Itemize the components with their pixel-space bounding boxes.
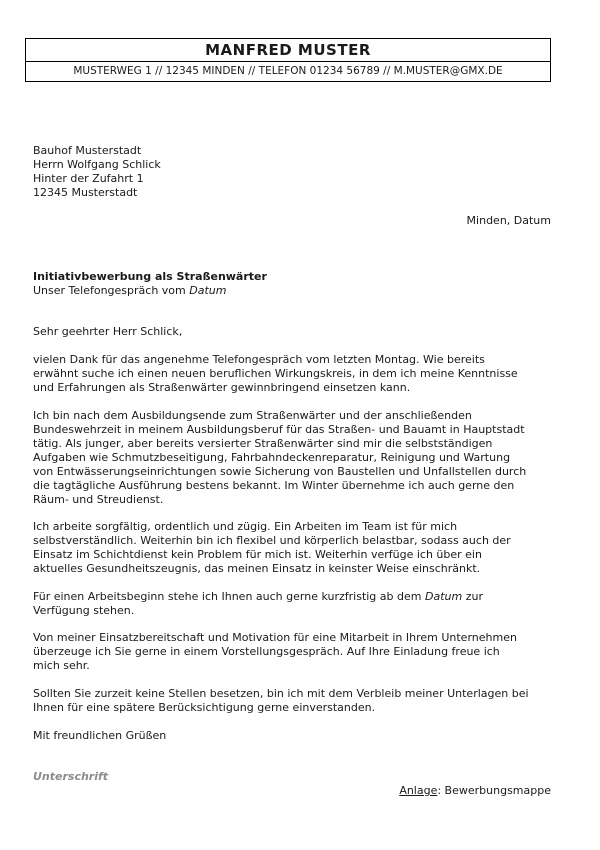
sender-name: MANFRED MUSTER <box>26 39 550 62</box>
text-line: Ihnen für eine spätere Berücksichtigung gerne einverstanden. <box>33 701 376 714</box>
text-line: Einsatz im Schichtdienst kein Problem für mich ist. Weiterhin verfüge ich über ein <box>33 548 482 561</box>
start-date: Datum <box>424 590 463 603</box>
recipient-line: Bauhof Musterstadt <box>33 144 142 157</box>
paragraph-6 <box>33 687 553 715</box>
text-line: überzeuge ich Sie gerne in einem Vorstellungsgespräch. Auf Ihre Einladung freue ich <box>33 645 500 658</box>
letterhead <box>25 38 551 82</box>
enclosure-text: : Bewerbungsmappe <box>437 784 551 797</box>
paragraph-4 <box>33 590 553 618</box>
text-line: tätig. Als junger, aber bereits versierter Straßenwärter sind mir die selbstständigen <box>33 437 493 450</box>
text-line: die tagtägliche Ausführung bestens bekannt. Im Winter übernehme ich auch gerne den <box>33 479 515 492</box>
text-line: Ich bin nach dem Ausbildungsende zum Straßenwärter und der anschließenden <box>33 409 472 422</box>
sender-contact: MUSTERWEG 1 // 12345 MINDEN // TELEFON 01234 56789 // M.MUSTER@GMX.DE <box>73 65 503 77</box>
place-date: Minden, Datum <box>466 214 551 227</box>
paragraph-3 <box>33 520 553 576</box>
text-line: und Erfahrungen als Straßenwärter gewinnbringend einsetzen kann. <box>33 381 411 394</box>
paragraph-2 <box>33 409 553 507</box>
reference-prefix: Unser Telefongespräch vom <box>33 284 186 297</box>
signature-placeholder: Unterschrift <box>33 770 109 783</box>
text-line: Bundeswehrzeit in meinem Ausbildungsberuf für das Straßen- und Bauamt in Hauptstadt <box>33 423 525 436</box>
paragraph-5 <box>33 631 553 673</box>
text-fragment: Für einen Arbeitsbeginn stehe ich Ihnen auch gerne kurzfristig ab dem <box>33 590 422 603</box>
text-line: mich sehr. <box>33 659 90 672</box>
text-line: Aufgaben wie Schmutzbeseitigung, Fahrbahndeckenreparatur, Reinigung und Wartung <box>33 451 511 464</box>
enclosure <box>399 784 551 798</box>
reference-line <box>33 284 553 298</box>
text-line: vielen Dank für das angenehme Telefongespräch vom letzten Montag. Wie bereits <box>33 353 485 366</box>
closing: Mit freundlichen Grüßen <box>33 729 167 742</box>
subject-block <box>33 270 553 298</box>
text-line: aktuelles Gesundheitszeugnis, das meinen Einsatz in keinster Weise einschränkt. <box>33 562 481 575</box>
text-line: Ich arbeite sorgfältig, ordentlich und zügig. Ein Arbeiten im Team ist für mich <box>33 520 458 533</box>
text-line: Verfügung stehen. <box>33 604 135 617</box>
enclosure-label: Anlage <box>399 784 438 797</box>
text-fragment: zur <box>465 590 483 603</box>
recipient-line: Herrn Wolfgang Schlick <box>33 158 161 171</box>
subject-line: Initiativbewerbung als Straßenwärter <box>33 270 267 283</box>
recipient-line: 12345 Musterstadt <box>33 186 138 199</box>
text-line: erwähnt suche ich einen neuen beruflichen Wirkungskreis, in dem ich meine Kenntnisse <box>33 367 518 380</box>
reference-date: Datum <box>189 284 227 297</box>
text-line: Sollten Sie zurzeit keine Stellen besetzen, bin ich mit dem Verbleib meiner Unterlagen bei <box>33 687 529 700</box>
text-line: Räum- und Streudienst. <box>33 493 164 506</box>
text-line <box>33 590 553 604</box>
text-line: selbstverständlich. Weiterhin bin ich flexibel und körperlich belastbar, sodass auch der <box>33 534 511 547</box>
text-line: von Entwässerungseinrichtungen sowie Sicherung von Baustellen und Unfallstellen durch <box>33 465 527 478</box>
paragraph-1 <box>33 353 553 395</box>
recipient-address <box>33 144 553 200</box>
salutation: Sehr geehrter Herr Schlick, <box>33 325 183 338</box>
recipient-line: Hinter der Zufahrt 1 <box>33 172 144 185</box>
text-line: Von meiner Einsatzbereitschaft und Motivation für eine Mitarbeit in Ihrem Unternehmen <box>33 631 517 644</box>
